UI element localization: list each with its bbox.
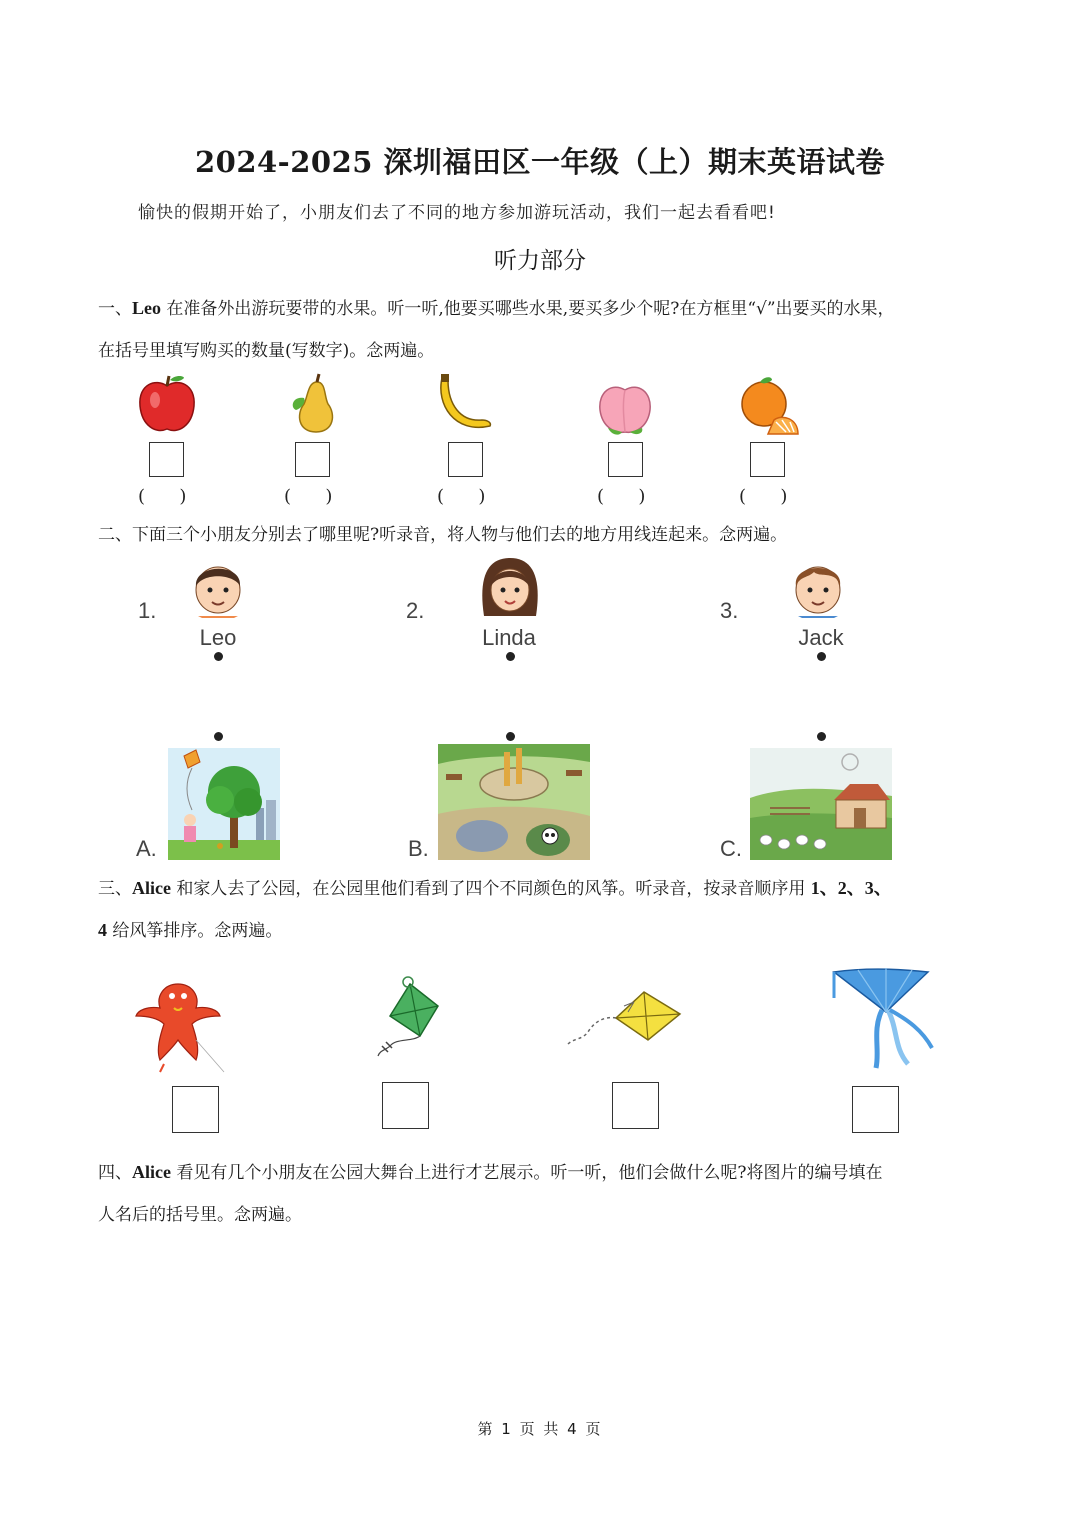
q3-order-box-1[interactable] — [172, 1086, 219, 1133]
q3-line2-number: 4 — [98, 920, 107, 940]
boy-face-icon — [190, 558, 246, 618]
q2-place-letter-b: B. — [408, 836, 429, 861]
q2-place-letter-a: A. — [136, 836, 157, 861]
q1-checkbox-banana[interactable] — [448, 442, 483, 477]
q2-text: 二、下面三个小朋友分别去了哪里呢?听录音，将人物与他们去的地方用线连起来。念两遍。 — [98, 525, 788, 545]
blue-kite-icon — [832, 964, 936, 1074]
pear-icon — [290, 374, 340, 436]
q4-text-1: 看见有几个小朋友在公园大舞台上进行才艺展示。听一听，他们会做什么呢?将图片的编号填在 — [170, 1163, 883, 1183]
q1-quantity-pear[interactable]: ( ) — [284, 486, 333, 507]
q3-line1 — [98, 878, 998, 899]
q1-name: Leo — [132, 298, 161, 318]
goldfish-kite-icon — [134, 980, 224, 1072]
q3-number: 三、 — [98, 879, 132, 899]
q3-text-2: 给风筝排序。念两遍。 — [107, 921, 283, 941]
q1-quantity-banana[interactable]: ( ) — [437, 486, 486, 507]
q1-line1 — [98, 298, 998, 319]
q3-name: Alice — [132, 878, 171, 898]
q4-name: Alice — [132, 1162, 171, 1182]
q1-line2: 在括号里填写购买的数量(写数字)。念两遍。 — [98, 341, 435, 361]
q2-person-name-leo: Leo — [199, 625, 237, 650]
q2-person-dot-2[interactable] — [506, 652, 515, 661]
page-footer: 第 1 页 共 4 页 — [477, 1420, 603, 1438]
park-scene-icon — [168, 748, 280, 860]
q1-text-1: 在准备外出游玩要带的水果。听一听,他要买哪些水果,要买多少个呢?在方框里“√”出要买的水果， — [161, 299, 895, 319]
q2-place-dot-a[interactable] — [214, 732, 223, 741]
q3-line2 — [98, 920, 998, 941]
q1-checkbox-peach[interactable] — [608, 442, 643, 477]
q1-quantity-apple[interactable]: ( ) — [138, 486, 187, 507]
q2-place-dot-b[interactable] — [506, 732, 515, 741]
q1-checkbox-orange[interactable] — [750, 442, 785, 477]
q1-number: 一、 — [98, 299, 132, 319]
q2-person-dot-3[interactable] — [817, 652, 826, 661]
q3-order-numbers: 1、2、3、 — [810, 878, 892, 898]
q2-person-number-1: 1. — [138, 598, 157, 623]
q1-quantity-peach[interactable]: ( ) — [597, 486, 646, 507]
q2-person-dot-1[interactable] — [214, 652, 223, 661]
q2-person-name-linda: Linda — [482, 625, 536, 650]
q2-place-letter-c: C. — [720, 836, 742, 861]
q1-quantity-orange[interactable]: ( ) — [739, 486, 788, 507]
intro-text: 愉快的假期开始了，小朋友们去了不同的地方参加游玩活动，我们一起去看看吧! — [138, 203, 776, 223]
q3-order-box-3[interactable] — [612, 1082, 659, 1129]
q4-line2: 人名后的括号里。念两遍。 — [98, 1205, 302, 1225]
girl-face-icon — [478, 556, 542, 620]
q2-person-number-3: 3. — [720, 598, 739, 623]
page-title: 2024-2025 深圳福田区一年级（上）期末英语试卷 — [194, 145, 886, 179]
yellow-kite-icon — [564, 988, 684, 1060]
q1-checkbox-pear[interactable] — [295, 442, 330, 477]
q4-number: 四、 — [98, 1163, 132, 1183]
farm-scene-icon — [750, 748, 892, 860]
apple-icon — [136, 374, 198, 436]
q3-order-box-2[interactable] — [382, 1082, 429, 1129]
peach-icon — [596, 376, 654, 436]
green-kite-icon — [372, 976, 444, 1060]
section-title: 听力部分 — [494, 248, 586, 274]
zoo-scene-icon — [438, 744, 590, 860]
boy-face-icon — [790, 558, 846, 618]
banana-icon — [436, 374, 494, 436]
orange-icon — [738, 374, 800, 436]
q3-order-box-4[interactable] — [852, 1086, 899, 1133]
q3-text-1: 和家人去了公园，在公园里他们看到了四个不同颜色的风筝。听录音，按录音顺序用 — [170, 879, 811, 899]
q2-person-number-2: 2. — [406, 598, 425, 623]
q1-checkbox-apple[interactable] — [149, 442, 184, 477]
q2-person-name-jack: Jack — [798, 625, 844, 650]
q4-line1 — [98, 1162, 998, 1183]
q2-place-dot-c[interactable] — [817, 732, 826, 741]
